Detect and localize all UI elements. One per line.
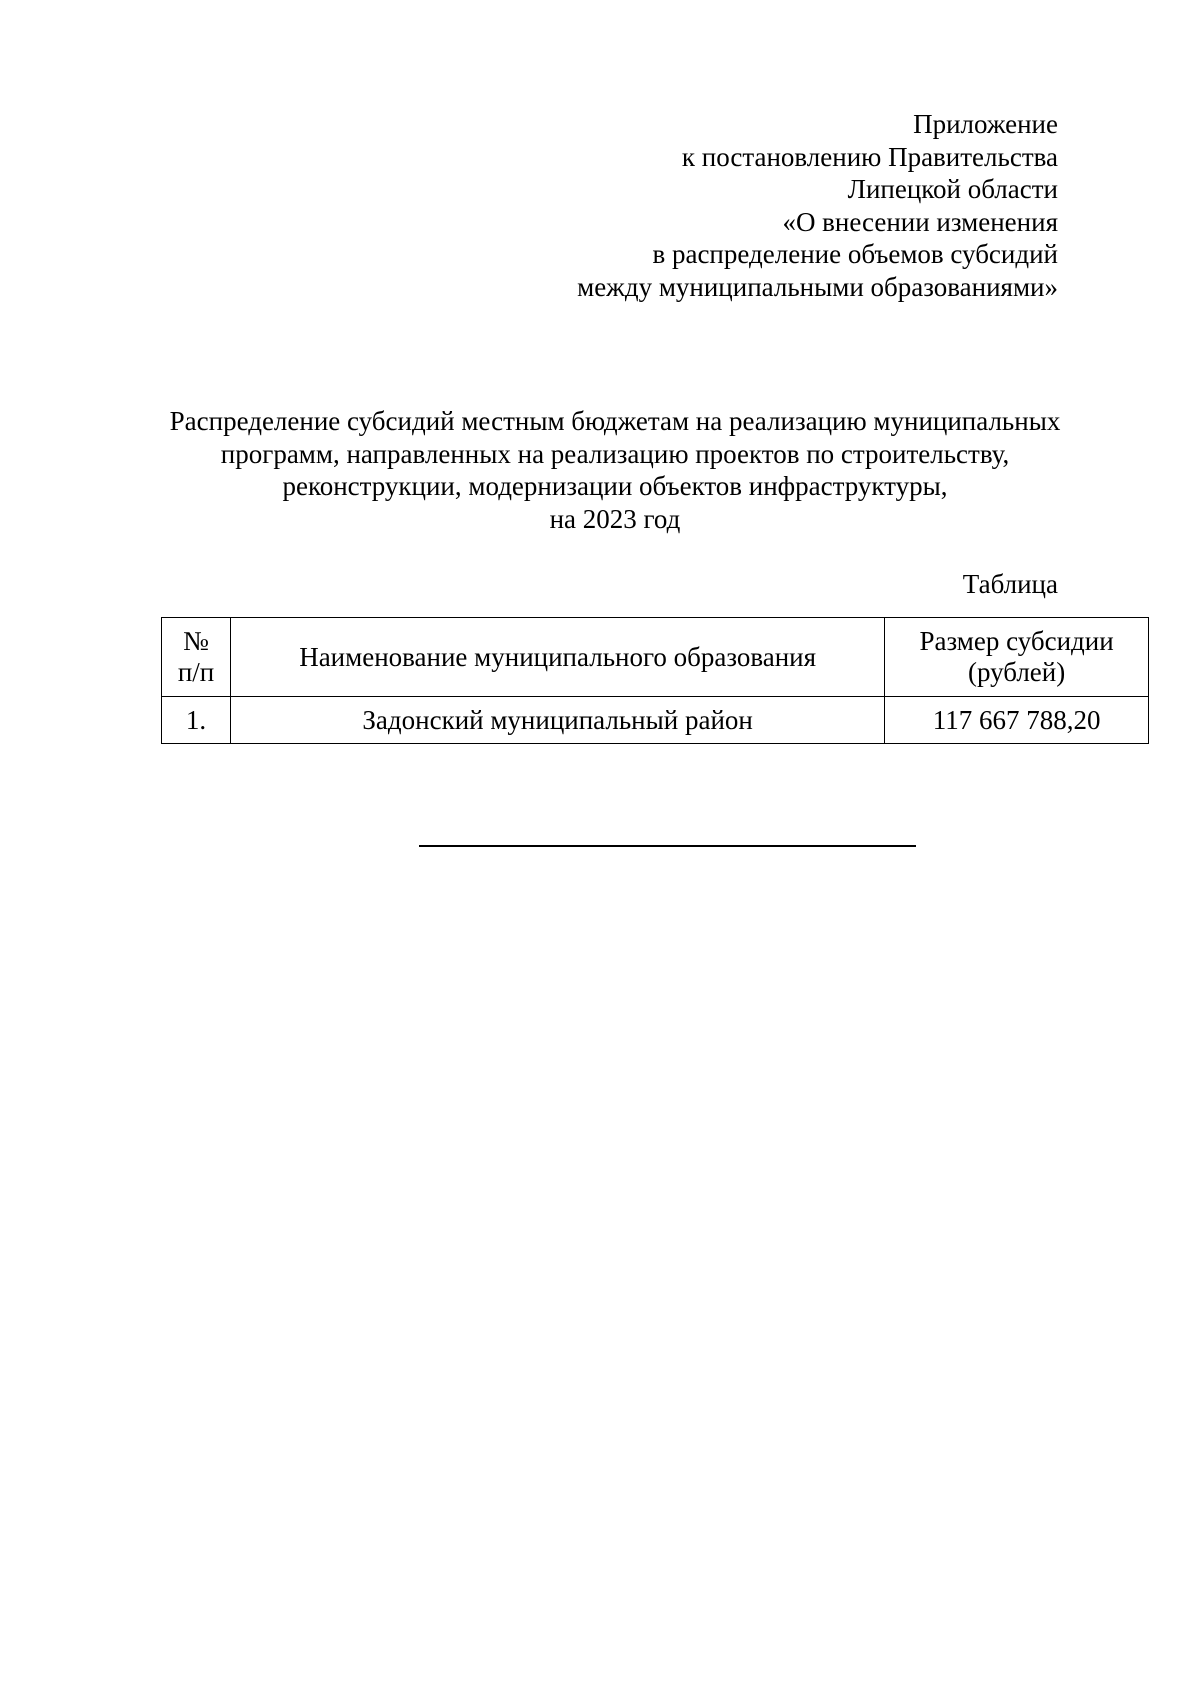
header-line: к постановлению Правительства [681, 141, 1058, 172]
document-title [162, 405, 1068, 535]
column-header-name: Наименование муниципального образования [231, 618, 885, 697]
subsidy-table [161, 617, 1149, 744]
column-header-amount-label: Размер субсидии [919, 626, 1114, 656]
header-line: между муниципальными образованиями» [577, 271, 1058, 302]
column-header-number-symbol: № [183, 626, 209, 656]
header-line: Липецкой области [847, 174, 1058, 204]
header-line: в распределение объемов субсидий [652, 239, 1058, 269]
closing-rule [419, 845, 916, 847]
column-header-amount-unit: (рублей) [967, 657, 1066, 687]
title-line: программ, направленных на реализацию проектов по строительству, [220, 438, 1010, 469]
header-line: «О внесении изменения [782, 206, 1058, 237]
cell-subsidy-amount: 117 667 788,20 [885, 697, 1149, 744]
cell-number: 1. [162, 697, 231, 744]
title-line: реконструкции, модернизации объектов инфраструктуры, [282, 471, 948, 501]
table-row [162, 697, 1149, 744]
table-header-row [162, 618, 1149, 697]
header-line: Приложение [913, 109, 1058, 139]
column-header-amount [885, 618, 1149, 697]
cell-municipality-name: Задонский муниципальный район [231, 697, 885, 744]
table-caption: Таблица [962, 569, 1058, 599]
column-header-number [162, 618, 231, 697]
title-line: на 2023 год [549, 503, 681, 534]
title-line: Распределение субсидий местным бюджетам на реализацию муниципальных [169, 406, 1061, 436]
column-header-number-abbr: п/п [177, 657, 215, 687]
appendix-header [438, 108, 1058, 303]
